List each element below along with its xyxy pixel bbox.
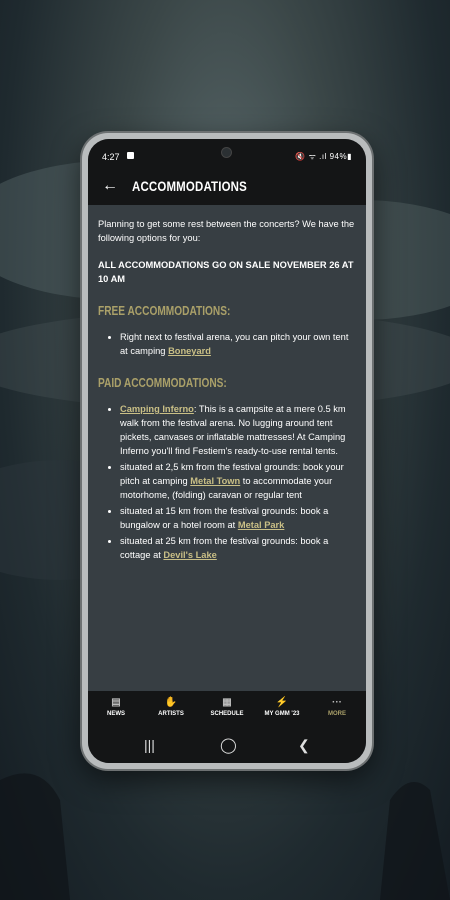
news-icon: ▤ xyxy=(111,697,121,708)
nav-artists[interactable]: ✋ ARTISTS xyxy=(145,697,197,717)
accommodations-content xyxy=(88,205,366,691)
list-item: • situated at 25 km from the festival grounds: book a cottage at Devil's Lake xyxy=(120,534,356,562)
boneyard-link[interactable]: Boneyard xyxy=(168,346,211,356)
list-item: • situated at 2,5 km from the festival grounds: book your pitch at camping Metal Town to accommodate your motorhome, (folding) caravan or regular tent xyxy=(120,460,356,502)
camping-inferno-link[interactable]: Camping Inferno xyxy=(120,404,194,414)
list-item: • Right next to festival arena, you can pitch your own tent at camping Boneyard xyxy=(120,330,356,358)
metal-town-link[interactable]: Metal Town xyxy=(190,476,241,486)
status-time: 4:27 xyxy=(102,152,120,162)
paid-accommodations-heading: PAID ACCOMMODATIONS: xyxy=(98,375,227,390)
app-header xyxy=(88,169,366,205)
bottom-navigation xyxy=(88,691,366,731)
status-bar xyxy=(88,139,366,169)
paid-list xyxy=(98,402,356,562)
devils-lake-link[interactable]: Devil's Lake xyxy=(163,550,217,560)
more-dots-icon: ··· xyxy=(332,697,342,708)
notification-icon xyxy=(127,152,134,159)
recents-icon[interactable]: ||| xyxy=(144,737,155,753)
calendar-icon: ▦ xyxy=(222,697,232,708)
phone-frame xyxy=(82,133,372,769)
list-item: • situated at 15 km from the festival grounds: book a bungalow or a hotel room at Metal Park xyxy=(120,504,356,532)
front-camera xyxy=(222,148,231,157)
lightning-icon: ⚡ xyxy=(275,697,289,708)
free-list xyxy=(98,330,356,358)
list-item: • Camping Inferno: This is a campsite at a mere 0.5 km walk from the festival arena. No lugging around tent pickets, canvases or inflatable mattresses! At Camping Inferno you'll find Festiem's ready-to-use rental tents. xyxy=(120,402,356,458)
nav-more[interactable]: ··· MORE xyxy=(311,697,363,717)
nav-my-gmm[interactable]: ⚡ MY GMM '23 xyxy=(256,697,308,717)
page-title: ACCOMMODATIONS xyxy=(132,178,247,194)
nav-news[interactable]: ▤ NEWS xyxy=(90,697,142,717)
sale-notice: ALL ACCOMMODATIONS GO ON SALE NOVEMBER 26 AT 10 AM xyxy=(98,260,354,284)
arrow-left-icon[interactable]: ← xyxy=(102,177,118,194)
hand-horns-icon: ✋ xyxy=(164,697,178,708)
status-icons: 🔇 ᯤ .ıl 94%▮ xyxy=(295,152,352,161)
back-icon[interactable]: ❮ xyxy=(298,737,310,753)
phone-screen xyxy=(88,139,366,763)
home-icon[interactable]: ◯ xyxy=(220,737,237,754)
system-navigation-bar xyxy=(88,731,366,763)
intro-text: Planning to get some rest between the concerts? We have the following options for you: xyxy=(98,219,355,243)
nav-schedule[interactable]: ▦ SCHEDULE xyxy=(201,697,253,717)
free-accommodations-heading: FREE ACCOMMODATIONS: xyxy=(98,303,231,318)
metal-park-link[interactable]: Metal Park xyxy=(237,520,285,530)
